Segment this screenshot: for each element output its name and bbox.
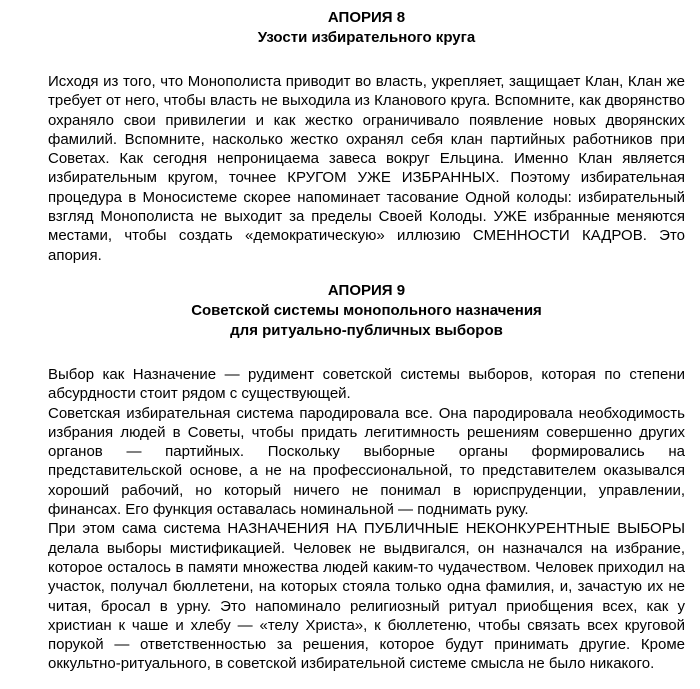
paragraph: Советская избирательная система пародировала все. Она пародировала необходимость избрания людей в Советы, чтобы придать легитимность решениям совершенно других органов — партийных. Поскольку выборные органы формировались на представительской основе, а не на профессиональной, то представителем оказывался хороший рабочий, но который ничего не понимал в юриспруденции, управлении, финансах. Его функция оставалась номинальной — поднимать руку.: [48, 404, 685, 519]
section-body: [48, 365, 685, 674]
paragraph: При этом сама система НАЗНАЧЕНИЯ НА ПУБЛИЧНЫЕ НЕКОНКУРЕНТНЫЕ ВЫБОРЫ делала выборы мистификацией. Человек не выдвигался, он назначался на избрание, которое осталось в памяти множества людей каким-то чудачеством. Человек приходил на участок, получал бюллетени, на которых стояла только одна фамилия, и, зачастую их не читая, бросал в урну. Это напоминало религиозный ритуал приобщения всех, как у христиан к чаше и хлебу — «телу Христа», к бюллетеню, чтобы связать всех круговой порукой — ответственностью за решения, которое будут принимать другие. Кроме оккультно-ритуального, в советской избирательной системе смысла не было никакого.: [48, 520, 685, 673]
paragraph: Исходя из того, что Монополиста приводит во власть, укрепляет, защищает Клан, Клан же требует от него, чтобы власть не выходила из Кланового круга. Вспомните, как дворянство охраняло свои привилегии и как жестко ограничивало появление новых дворянских фамилий. Вспомните, насколько жестко охранял себя клан партийных работников при Советах. Как сегодня непроницаема завеса вокруг Ельцина. Именно Клан является избирательным кругом, точнее КРУГОМ УЖЕ ИЗБРАННЫХ. Поэтому избирательная процедура в Моносистеме скорее напоминает тасование Одной колоды: избирательный взгляд Монополиста не выходит за пределы Своей Колоды. УЖЕ избранные меняются местами, чтобы создать «демократическую» иллюзию СМЕННОСТИ КАДРОВ. Это апория.: [48, 73, 685, 264]
section-subtitle-line-2: для ритуально-публичных выборов: [230, 321, 503, 339]
section-title: АПОРИЯ 9: [327, 281, 406, 299]
section-subtitle-line-1: Советской системы монопольного назначения: [191, 301, 542, 319]
section-subtitle: Узости избирательного круга: [257, 29, 476, 46]
section-title: АПОРИЯ 8: [327, 9, 406, 26]
paragraph: Выбор как Назначение — рудимент советской системы выборов, которая по степени абсурдности стоит рядом с существующей.: [48, 365, 685, 403]
document-page: [48, 8, 685, 674]
section-body: [48, 72, 685, 265]
section-aporia-8: [48, 8, 685, 265]
section-aporia-9: [48, 281, 685, 674]
